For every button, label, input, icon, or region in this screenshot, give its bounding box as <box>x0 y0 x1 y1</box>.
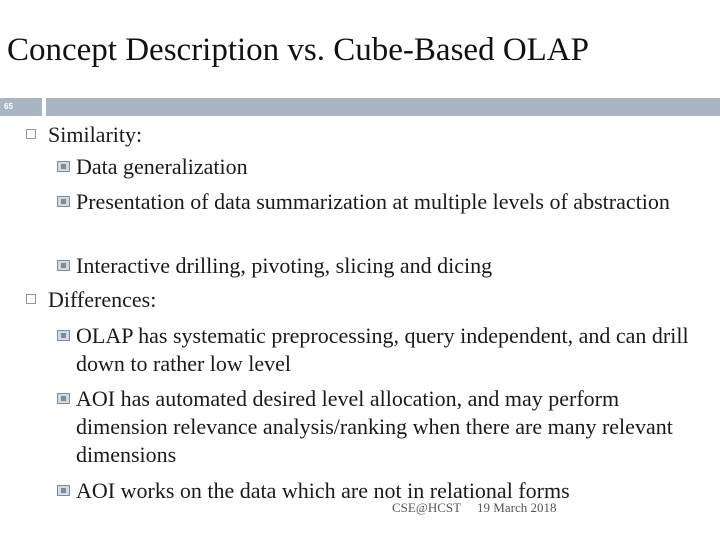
square-bullet-icon <box>26 129 36 139</box>
list-item-text: AOI has automated desired level allocation, and may perform dimension relevance analysis/ranking when there are many relevant dimensions <box>76 386 673 467</box>
filled-square-bullet-icon <box>57 196 70 207</box>
slide-footer <box>392 500 556 516</box>
square-bullet-icon <box>26 294 36 304</box>
slide-title: Concept Description vs. Cube-Based OLAP <box>7 32 589 68</box>
list-item-text: Interactive drilling, pivoting, slicing and dicing <box>76 253 493 278</box>
section-heading-text: Differences: <box>48 287 157 312</box>
footer-org: CSE@HCST <box>392 500 462 515</box>
slide-number: 65 <box>4 102 13 111</box>
filled-square-bullet-icon <box>57 485 70 496</box>
list-item-text: Data generalization <box>76 154 248 179</box>
list-item-text: OLAP has systematic preprocessing, query independent, and can drill down to rather low level <box>76 323 689 376</box>
footer-date: 19 March 2018 <box>477 500 557 515</box>
filled-square-bullet-icon <box>57 161 70 172</box>
list-item-text: Presentation of data summarization at multiple levels of abstraction <box>76 189 670 214</box>
filled-square-bullet-icon <box>57 260 70 271</box>
filled-square-bullet-icon <box>57 330 70 341</box>
section-heading-text: Similarity: <box>48 122 143 147</box>
filled-square-bullet-icon <box>57 393 70 404</box>
list-item-text: AOI works on the data which are not in relational forms <box>76 478 570 503</box>
